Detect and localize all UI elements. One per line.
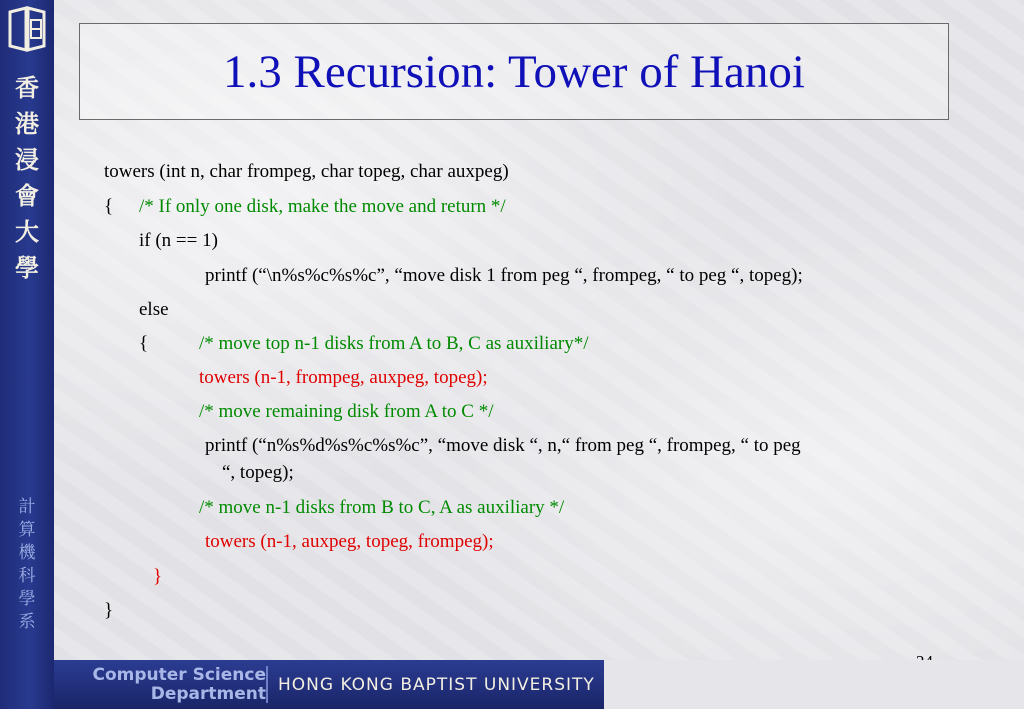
- hkbu-logo-icon: [6, 6, 48, 54]
- slide-title: 1.3 Recursion: Tower of Hanoi: [223, 45, 805, 98]
- code-line: towers (int n, char frompeg, char topeg, char auxpeg): [104, 161, 509, 182]
- code-recursive-call: towers (n-1, auxpeg, topeg, frompeg);: [205, 531, 494, 552]
- footer-banner: [54, 660, 604, 709]
- university-char: 香: [15, 74, 39, 102]
- code-comment: /* move remaining disk from A to C */: [199, 401, 494, 422]
- university-char: 會: [15, 182, 39, 210]
- code-line: {: [139, 333, 149, 354]
- university-char: 大: [15, 218, 39, 246]
- code-line: }: [153, 566, 163, 587]
- code-line: if (n == 1): [139, 230, 218, 251]
- university-name: HONG KONG BAPTIST UNIVERSITY: [278, 675, 595, 695]
- footer-divider: [266, 666, 268, 703]
- department-char: 科: [18, 566, 36, 586]
- code-line: “, topeg);: [222, 462, 294, 483]
- department-line: Computer Science: [92, 665, 266, 685]
- department-char: 學: [18, 589, 36, 609]
- sidebar: [0, 0, 54, 709]
- department-name: [66, 666, 266, 704]
- department-char: 系: [18, 612, 36, 632]
- university-char: 港: [15, 110, 39, 138]
- title-box: [79, 23, 949, 120]
- code-comment: /* If only one disk, make the move and return */: [139, 196, 506, 217]
- code-line: printf (“\n%s%c%s%c”, “move disk 1 from peg “, frompeg, “ to peg “, topeg);: [205, 265, 803, 286]
- code-comment: /* move n-1 disks from B to C, A as auxiliary */: [199, 497, 565, 518]
- university-chinese-name: [0, 70, 54, 286]
- university-char: 學: [15, 254, 39, 282]
- code-line: else: [139, 299, 169, 320]
- university-char: 浸: [15, 146, 39, 174]
- department-chinese-name: [0, 496, 54, 634]
- code-line: {: [104, 196, 114, 217]
- department-char: 算: [18, 520, 36, 540]
- code-line: printf (“n%s%d%s%c%s%c”, “move disk “, n,“ from peg “, frompeg, “ to peg: [205, 435, 801, 456]
- department-char: 計: [18, 497, 36, 517]
- footer: [54, 660, 1024, 709]
- department-char: 機: [18, 543, 36, 563]
- code-line: }: [104, 600, 114, 621]
- code-comment: /* move top n-1 disks from A to B, C as auxiliary*/: [199, 333, 589, 354]
- code-recursive-call: towers (n-1, frompeg, auxpeg, topeg);: [199, 367, 488, 388]
- department-line: Department: [150, 684, 266, 704]
